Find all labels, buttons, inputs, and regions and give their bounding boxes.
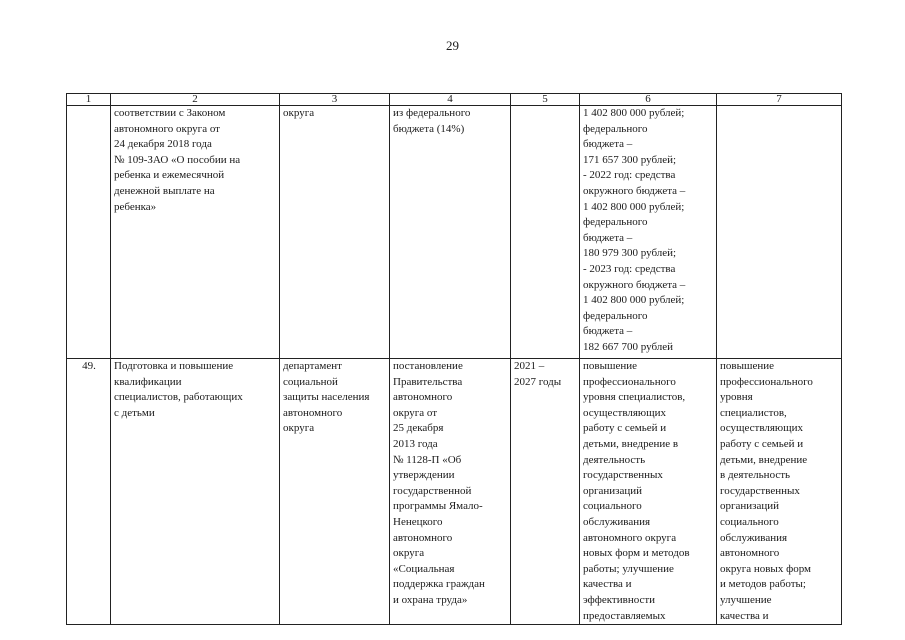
cell-line: округа новых форм [720,562,811,575]
cell-line: 25 декабря [393,422,444,435]
cell-line: с детьми [114,406,155,419]
column-header: 2 [111,94,280,106]
cell-line: повышение [720,360,774,372]
table-row [67,359,842,625]
cell-line: защиты населения [283,391,370,404]
cell-line: специалистов, работающих [114,391,243,404]
cell-line: соответствии с Законом [114,107,226,119]
cell-line: округа [283,422,315,435]
period-cell [511,359,580,625]
cell-line: автономного округа от [114,122,220,135]
document-table [66,93,842,625]
cell-line: федерального [583,122,648,135]
cell-line: уровня [720,391,753,404]
cell-line: и методов работы; [720,578,806,591]
cell-line: профессионального [720,375,813,388]
column-header: 4 [390,94,511,106]
cell-line: осуществляющих [720,422,803,435]
cell-line: федерального [583,309,648,322]
cell-line: качества и [583,578,632,591]
header-row [67,94,842,106]
cell-line: из федерального [393,107,471,119]
cell-line: бюджета – [583,231,633,244]
cell-line: 1 402 800 000 рублей; [583,107,685,119]
cell-line: округа от [393,406,438,419]
cell-line: государственных [583,469,663,482]
column-header: 7 [717,94,842,106]
cell-line: 182 667 700 рублей [583,340,674,353]
cell-line: новых форм и методов [583,547,690,560]
cell-line: работы; улучшение [583,562,674,575]
cell-line: федерального [583,216,648,229]
result-cell [717,359,842,625]
cell-line: государственных [720,484,800,497]
cell-line: программы Ямало- [393,500,483,513]
cell-line: № 1128-П «Об [393,453,462,466]
cell-line: окружного бюджета – [583,278,686,291]
result-cell [717,106,842,359]
cell-line: ребенка» [114,200,157,213]
cell-line: автономного [393,531,453,544]
cell-line: детьми, внедрение [720,453,808,466]
result-cell [580,359,717,625]
cell-line: государственной [393,484,472,497]
cell-line: утверждении [393,469,455,482]
cell-line: детьми, внедрение в [583,437,679,450]
cell-line: денежной выплате на [114,184,215,197]
cell-line: Подготовка и повышение [114,360,234,372]
basis-cell [390,359,511,625]
cell-line: деятельность [583,453,646,466]
cell-line: эффективности [583,593,656,606]
cell-line: уровня специалистов, [583,391,686,404]
cell-line: департамент [283,360,342,372]
cell-line: 2027 годы [514,375,562,388]
executor-cell [280,359,390,625]
cell-line: 2013 года [393,437,438,450]
cell-line: округа [393,547,425,560]
cell-line: 24 декабря 2018 года [114,138,212,151]
cell-line: «Социальная [393,562,455,575]
cell-line: 1 402 800 000 рублей; [583,200,685,213]
cell-line: ребенка и ежемесячной [114,169,225,182]
cell-line: поддержка граждан [393,578,485,591]
cell-line: улучшение [720,593,772,606]
cell-line: в деятельность [720,469,791,482]
cell-line: Правительства [393,375,463,388]
cell-line: округа [283,107,315,119]
cell-line: бюджета – [583,325,633,338]
cell-line: предоставляемых [583,609,666,622]
cell-line: автономного [720,547,780,560]
cell-line: Ненецкого [393,515,443,528]
cell-line: постановление [393,360,463,372]
cell-line: - 2022 год: средства [583,169,676,182]
cell-line: бюджета – [583,138,633,151]
column-header: 3 [280,94,390,106]
cell-line: квалификации [114,375,182,388]
basis-cell [390,106,511,359]
cell-line: 2021 – [514,360,545,372]
cell-line: работу с семьей и [720,437,804,450]
cell-line: - 2023 год: средства [583,262,676,275]
cell-line: повышение [583,360,637,372]
cell-line: автономного [393,391,453,404]
cell-line: автономного округа [583,531,677,544]
cell-line: работу с семьей и [583,422,667,435]
cell-line: качества и [720,609,769,622]
cell-line: организаций [720,500,780,513]
cell-line: осуществляющих [583,406,666,419]
row-number-cell: 49. [67,359,111,625]
measure-cell [111,359,280,625]
row-number-cell [67,106,111,359]
measure-cell [111,106,280,359]
column-header: 5 [511,94,580,106]
period-cell [511,106,580,359]
cell-line: 171 657 300 рублей; [583,153,677,166]
cell-line: 1 402 800 000 рублей; [583,294,685,307]
financing-cell [580,106,717,359]
cell-line: бюджета (14%) [393,122,465,135]
executor-cell [280,106,390,359]
page-number: 29 [446,38,459,53]
cell-line: № 109-ЗАО «О пособии на [114,153,241,166]
cell-line: 180 979 300 рублей; [583,247,677,260]
cell-line: социального [583,500,642,513]
cell-line: и охрана труда» [393,593,468,606]
cell-line: окружного бюджета – [583,184,686,197]
cell-line: специалистов, [720,406,787,419]
cell-line: организаций [583,484,643,497]
cell-line: автономного [283,406,343,419]
cell-line: социальной [283,375,338,388]
cell-line: обслуживания [583,515,651,528]
cell-line: профессионального [583,375,676,388]
column-header: 6 [580,94,717,106]
cell-line: обслуживания [720,531,788,544]
cell-line: социального [720,515,779,528]
table-row [67,106,842,359]
column-header: 1 [67,94,111,106]
